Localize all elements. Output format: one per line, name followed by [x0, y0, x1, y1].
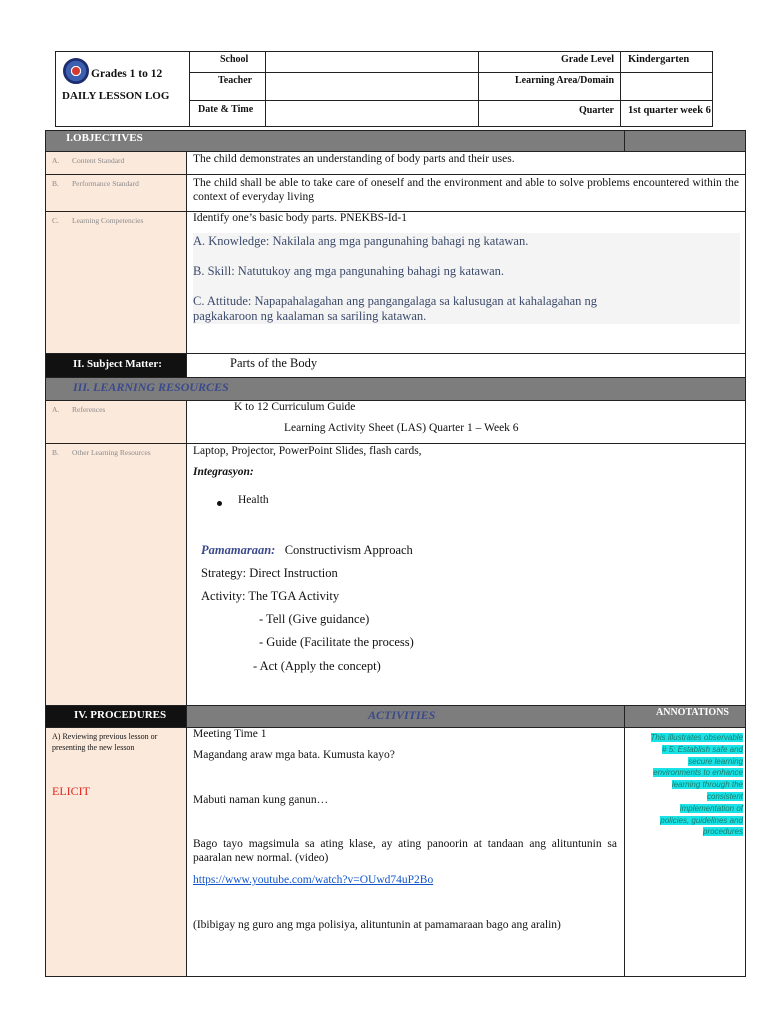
integration-label: Integrasyon: — [193, 466, 254, 478]
references-letter: A. — [52, 405, 60, 414]
content-standard-letter: A. — [52, 156, 60, 165]
annotation-line: consistent — [706, 791, 743, 801]
performance-standard-label-cell — [46, 175, 187, 211]
band-divider — [624, 706, 625, 727]
grades-label: Grades 1 to 12 — [91, 68, 163, 80]
reference-curriculum-guide: K to 12 Curriculum Guide — [234, 401, 356, 413]
procedures-band — [46, 706, 745, 728]
integration-bullet — [217, 497, 222, 509]
tga-act: - Act (Apply the concept) — [253, 659, 381, 673]
other-resources-letter: B. — [52, 448, 59, 457]
performance-standard-text: The child shall be able to take care of oneself and the environment and able to solve problems encountered within the context of everyday living — [193, 177, 739, 203]
content-standard-text: The child demonstrates an understanding of body parts and their uses. — [193, 153, 515, 165]
learning-competencies-row — [46, 212, 745, 354]
performance-standard-label: Performance Standard — [72, 179, 139, 188]
response-text: Mabuti naman kung ganun… — [193, 794, 329, 806]
document-title: DAILY LESSON LOG — [62, 90, 170, 102]
lesson-table — [45, 130, 746, 977]
tga-guide: - Guide (Facilitate the process) — [259, 635, 414, 649]
performance-standard-letter: B. — [52, 179, 59, 188]
references-label-cell — [46, 401, 187, 443]
quarter-value: 1st quarter week 6 — [628, 105, 711, 116]
annotation-line: implementation of — [679, 803, 743, 813]
datetime-value — [266, 101, 479, 126]
grade-level-label: Grade Level — [479, 52, 621, 72]
school-label: School — [190, 52, 266, 72]
learning-area-value — [621, 73, 712, 100]
band-divider — [624, 131, 625, 151]
integration-item: Health — [238, 494, 269, 506]
annotations-cell — [624, 728, 745, 976]
knowledge-objective: A. Knowledge: Nakilala ang mga pangunahing bahagi ng katawan. — [193, 234, 529, 248]
content-standard-row — [46, 152, 745, 175]
procedure-a-label: A) Reviewing previous lesson or presenting the new lesson — [52, 732, 158, 752]
content-standard-label: Content Standard — [72, 156, 125, 165]
attitude-objective-line1: C. Attitude: Napapahalagahan ang pangangalaga sa kalusugan at kahalagahan ng — [193, 294, 598, 308]
intro-text: Bago tayo magsimula sa ating klase, ay ating panoorin at tandaan ang alituntunin sa paaralan new normal. (video) — [193, 838, 617, 864]
strategy-text: Strategy: Direct Instruction — [201, 566, 338, 580]
bullet-icon — [217, 501, 222, 506]
reference-las: Learning Activity Sheet (LAS) Quarter 1 – Week 6 — [284, 422, 519, 434]
annotation-line: procedures — [702, 827, 743, 837]
activities-title: ACTIVITIES — [368, 708, 436, 722]
activity-text: Activity: The TGA Activity — [201, 589, 340, 603]
objectives-title: I.OBJECTIVES — [66, 132, 143, 144]
procedure-a-row — [46, 728, 745, 976]
teacher-label: Teacher — [190, 73, 266, 100]
subject-matter-value: Parts of the Body — [230, 356, 318, 370]
method-value: Constructivism Approach — [284, 543, 413, 557]
school-value — [266, 52, 479, 72]
quarter-label: Quarter — [479, 101, 621, 126]
subject-matter-label: II. Subject Matter: — [73, 358, 162, 370]
header-logo-cell — [56, 52, 190, 126]
annotation-line: # 5: Establish safe and — [662, 744, 743, 754]
subject-matter-row — [46, 354, 745, 378]
references-label: References — [72, 405, 106, 414]
annotations-title: ANNOTATIONS — [656, 707, 729, 718]
header-row-datetime — [190, 101, 712, 126]
method-line — [201, 543, 413, 558]
learning-resources-title: III. LEARNING RESOURCES — [73, 380, 229, 394]
teacher-value — [266, 73, 479, 100]
annotation-line: policies, guidelines and — [660, 815, 743, 825]
other-resources-label-cell — [46, 444, 187, 705]
header-row-school — [190, 52, 712, 73]
annotation-line: learning through the — [671, 780, 743, 790]
teacher-note: (Ibibigay ng guro ang mga polisiya, alituntunin at pamamaraan bago ang aralin) — [193, 919, 561, 931]
header-row-teacher — [190, 73, 712, 101]
grade-level-value: Kindergarten — [628, 54, 690, 65]
materials-text: Laptop, Projector, PowerPoint Slides, flash cards, — [193, 445, 422, 457]
greeting-text: Magandang araw mga bata. Kumusta kayo? — [193, 749, 395, 761]
learning-competencies-label-cell — [46, 212, 187, 353]
content-standard-label-cell — [46, 152, 187, 174]
annotation-text — [623, 732, 743, 838]
learning-competencies-letter: C. — [52, 216, 59, 225]
tga-tell: - Tell (Give guidance) — [259, 612, 370, 626]
attitude-objective-line2: pagkakaroon ng kaalaman sa sariling katawan. — [193, 309, 427, 323]
performance-standard-row — [46, 175, 745, 212]
elicit-label: ELICIT — [52, 784, 90, 798]
other-resources-row — [46, 444, 745, 706]
skill-objective: B. Skill: Natutukoy ang mga pangunahing bahagi ng katawan. — [193, 264, 505, 278]
annotation-line: This illustrates observable — [650, 733, 743, 742]
learning-resources-band — [46, 378, 745, 401]
meeting-time: Meeting Time 1 — [193, 728, 267, 740]
learning-competencies-label: Learning Competencies — [72, 216, 144, 225]
other-resources-label: Other Learning Resources — [72, 448, 151, 457]
learning-area-label: Learning Area/Domain — [479, 73, 621, 100]
annotation-line: secure learning — [688, 756, 743, 766]
header-table — [55, 51, 713, 127]
deped-seal-icon — [63, 58, 89, 84]
procedure-a-label-cell — [46, 728, 187, 976]
subject-matter-label-cell — [46, 354, 187, 377]
references-row — [46, 401, 745, 444]
method-label: Pamamaraan: — [201, 543, 276, 557]
objectives-band — [46, 131, 745, 152]
procedures-title: IV. PROCEDURES — [74, 709, 167, 721]
video-link[interactable]: https://www.youtube.com/watch?v=OUwd74uP2Bo — [193, 874, 434, 886]
learning-competencies-text: Identify one’s basic body parts. PNEKBS-Id-1 — [193, 212, 407, 224]
datetime-label: Date & Time — [190, 101, 266, 126]
annotation-line: environments to enhance — [653, 768, 743, 778]
